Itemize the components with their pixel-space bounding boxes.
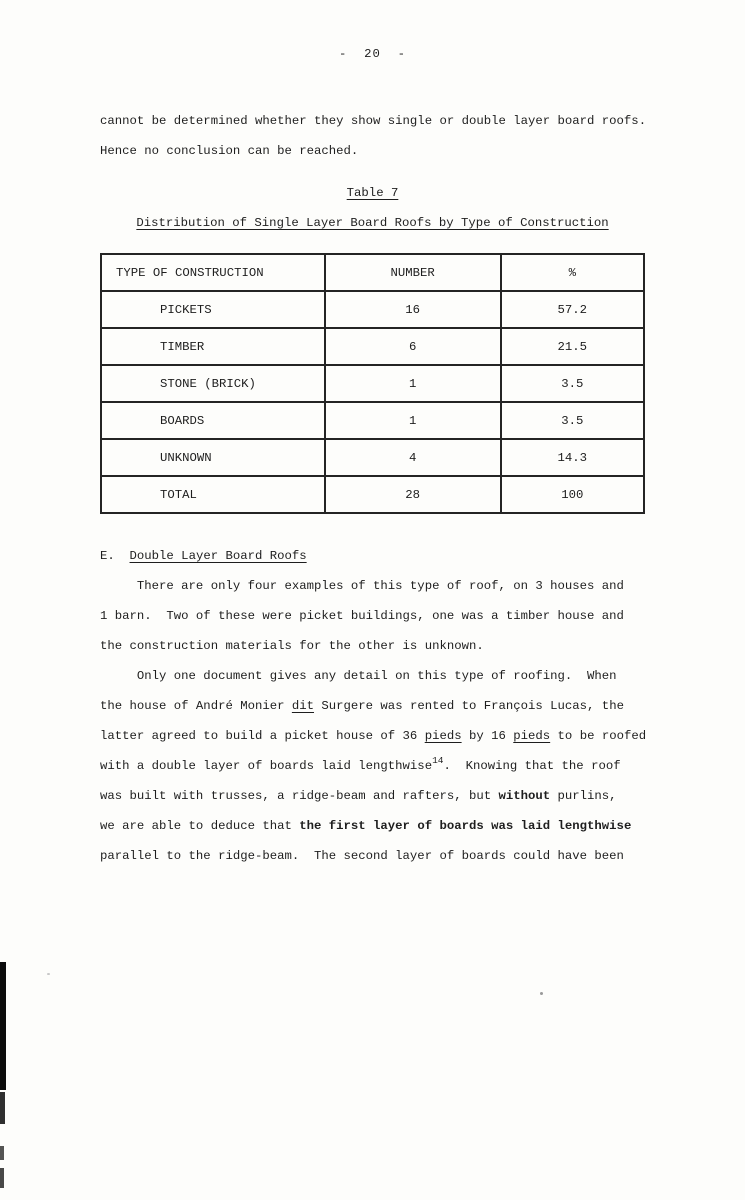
text-line (100, 106, 645, 136)
intro-paragraph (100, 106, 645, 166)
text-segment: dit (291, 699, 315, 713)
table-body (101, 291, 644, 513)
column-header-percent: % (501, 254, 644, 291)
text-line (100, 571, 645, 601)
table-cell: 14.3 (501, 439, 644, 476)
table-row (101, 291, 644, 328)
text-segment: . Knowing that the roof (443, 759, 621, 773)
text-segment: the house of André Monier (100, 699, 292, 713)
paragraph-double-layer-intro (100, 571, 645, 661)
text-line (100, 631, 645, 661)
table-caption (100, 178, 645, 238)
table-header-row (101, 254, 644, 291)
text-line (100, 781, 645, 811)
table-header (101, 254, 644, 291)
text-segment: There are only four examples of this type of roof, on 3 houses and (100, 579, 624, 593)
scan-artifact-dot (540, 992, 543, 995)
table-label: Table 7 (346, 186, 399, 200)
table-cell: 3.5 (501, 402, 644, 439)
text-line (100, 721, 645, 751)
table-cell: 28 (325, 476, 501, 513)
section-label: E. (100, 549, 130, 563)
text-segment: purlins, (550, 789, 617, 803)
text-segment: the construction materials for the other is unknown. (100, 639, 484, 653)
table-cell: 57.2 (501, 291, 644, 328)
text-line (100, 691, 645, 721)
table-cell: UNKNOWN (101, 439, 325, 476)
text-segment: we are able to deduce that (100, 819, 300, 833)
table-cell: 100 (501, 476, 644, 513)
text-segment: with a double layer of boards laid lengthwise (100, 759, 433, 773)
table-caption-label-line (100, 178, 645, 208)
table-row (101, 365, 644, 402)
text-segment: Hence no conclusion can be reached. (100, 144, 359, 158)
text-segment: pieds (513, 729, 551, 743)
text-line (100, 136, 645, 166)
text-segment: was built with trusses, a ridge-beam and rafters, but (100, 789, 499, 803)
text-line (100, 751, 645, 781)
table-row (101, 439, 644, 476)
table-cell: 21.5 (501, 328, 644, 365)
table-cell: 16 (325, 291, 501, 328)
scan-artifact-bar (0, 1092, 5, 1124)
scan-artifact-bar (0, 1168, 4, 1188)
table-cell: 4 (325, 439, 501, 476)
table-cell: 6 (325, 328, 501, 365)
section-heading (100, 541, 645, 571)
table-cell: PICKETS (101, 291, 325, 328)
text-segment: by 16 (461, 729, 514, 743)
table-caption-title-line (100, 208, 645, 238)
table-cell: 1 (325, 402, 501, 439)
text-line (100, 601, 645, 631)
paragraph-document-detail (100, 661, 645, 871)
page-number: - 20 - (338, 47, 407, 61)
text-segment: pieds (424, 729, 462, 743)
text-line (100, 661, 645, 691)
text-segment: Only one document gives any detail on this type of roofing. When (100, 669, 617, 683)
table-cell: BOARDS (101, 402, 325, 439)
text-segment: latter agreed to build a picket house of 36 (100, 729, 425, 743)
text-segment: without (498, 789, 551, 803)
table-cell: 1 (325, 365, 501, 402)
table-cell: TOTAL (101, 476, 325, 513)
column-header-type: TYPE OF CONSTRUCTION (101, 254, 325, 291)
text-segment: the first layer of boards was laid lengthwise (299, 819, 632, 833)
scan-artifact-dot (47, 973, 50, 975)
table-cell: TIMBER (101, 328, 325, 365)
text-segment: 1 barn. Two of these were picket buildings, one was a timber house and (100, 609, 624, 623)
column-header-number: NUMBER (325, 254, 501, 291)
text-segment: cannot be determined whether they show single or double layer board roofs. (100, 114, 647, 128)
table-row (101, 328, 644, 365)
construction-table (100, 253, 645, 514)
text-line (100, 811, 645, 841)
text-segment: parallel to the ridge-beam. The second layer of boards could have been (100, 849, 624, 863)
table-cell: 3.5 (501, 365, 644, 402)
table-row (101, 402, 644, 439)
table-cell: STONE (BRICK) (101, 365, 325, 402)
section-title: Double Layer Board Roofs (129, 549, 307, 563)
text-segment: Surgere was rented to François Lucas, the (314, 699, 624, 713)
table-title: Distribution of Single Layer Board Roofs by Type of Construction (136, 216, 609, 230)
scan-artifact-bar (0, 1146, 4, 1160)
text-segment: to be roofed (550, 729, 647, 743)
scan-artifact-bar (0, 962, 6, 1090)
text-segment: 14 (432, 755, 444, 766)
text-line (100, 841, 645, 871)
table-row (101, 476, 644, 513)
